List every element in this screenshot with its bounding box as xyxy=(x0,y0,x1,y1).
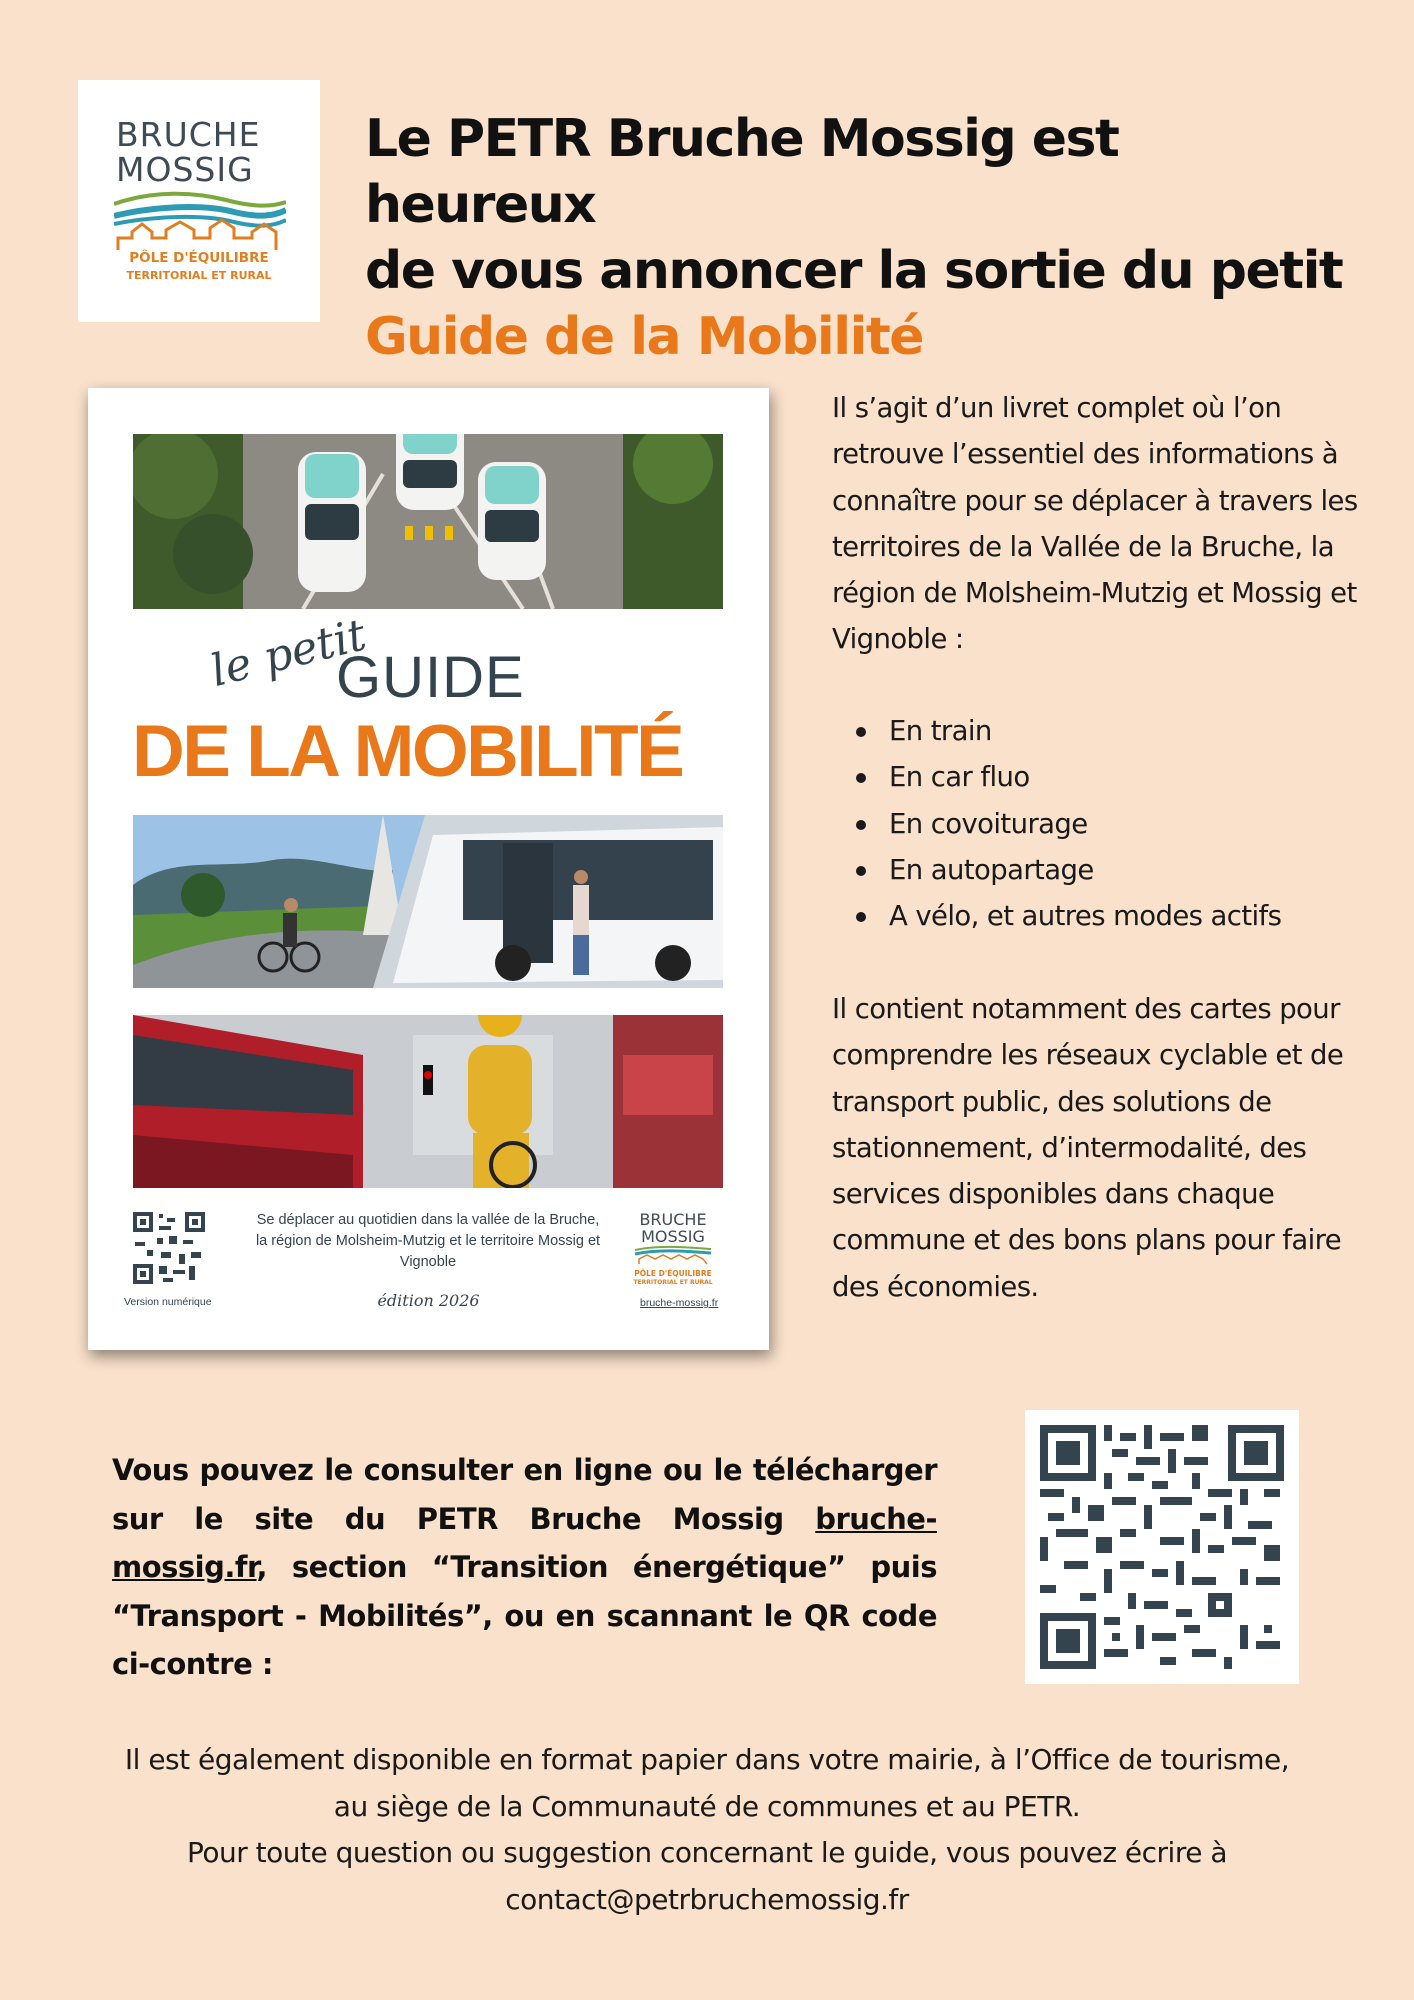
petr-logo xyxy=(78,80,320,322)
list-item: En autopartage xyxy=(832,847,1372,893)
cover-edition: édition 2026 xyxy=(377,1291,480,1310)
website-link[interactable]: bruche-mossig.fr xyxy=(112,1501,937,1584)
logo-landscape-icon xyxy=(114,188,286,258)
cover-logo-landscape-icon xyxy=(633,1245,713,1265)
logo-subtitle-2: TERRITORIAL ET RURAL xyxy=(126,269,272,282)
online-text-part-1: Vous pouvez le consulter en ligne ou le télécharger sur le site du PETR Bruche Mossig xyxy=(112,1453,937,1536)
cover-logo-sub-2: TERRITORIAL ET RURAL xyxy=(633,1279,713,1286)
contact-email[interactable]: contact@petrbruchemossig.fr xyxy=(505,1882,909,1916)
headline-guide-title: Guide de la Mobilité xyxy=(365,307,924,367)
footer-line-2: au siège de la Communauté de communes et au PETR. xyxy=(333,1789,1081,1823)
list-item: En train xyxy=(832,708,1372,754)
cover-description: Se déplacer au quotidien dans la vallée de la Bruche, la région de Molsheim-Mutzig et le territoire Mossig et Vignoble xyxy=(255,1212,601,1270)
cover-title-guide: GUIDE xyxy=(336,645,525,710)
list-item: En covoiturage xyxy=(832,801,1372,847)
mobility-modes-list xyxy=(832,708,1372,939)
guide-cover-image xyxy=(88,388,769,1350)
cover-qr-code xyxy=(133,1212,205,1284)
cover-title-main: DE LA MOBILITÉ xyxy=(132,711,683,792)
headline xyxy=(365,106,1365,370)
parking-cars-photo xyxy=(133,434,723,609)
cover-version-label: Version numérique xyxy=(124,1296,212,1308)
list-item: En car fluo xyxy=(832,754,1372,800)
qr-code[interactable] xyxy=(1025,1410,1299,1684)
footer-line-3: Pour toute question ou suggestion concernant le guide, vous pouvez écrire à xyxy=(186,1836,1228,1869)
intro-paragraph: Il s’agit d’un livret complet où l’on retrouve l’essentiel des informations à connaître pour se déplacer à travers les territoires de la Vallée de la Bruche, la région de Molsheim-Mutzig et Mossig et Vignoble : xyxy=(832,392,1358,656)
train-station-photo xyxy=(133,1015,723,1188)
cover-title-le-petit: le petit xyxy=(205,609,372,697)
headline-line-1: Le PETR Bruche Mossig est heureux xyxy=(365,109,1119,235)
cover-logo-sub-1: PÔLE D'ÉQUILIBRE xyxy=(634,1269,712,1278)
cover-mini-logo xyxy=(633,1211,713,1287)
cover-site-link: bruche-mossig.fr xyxy=(640,1297,719,1309)
logo-subtitle-1: PÔLE D'ÉQUILIBRE xyxy=(129,250,269,266)
online-access-paragraph xyxy=(112,1446,937,1689)
online-text-part-2: , section “Transition énergétique” puis “Transport - Mobilités”, ou en scannant le QR code ci-contre : xyxy=(112,1550,937,1681)
cover-logo-line-1: BRUCHE xyxy=(639,1210,707,1229)
footer-line-1: Il est également disponible en format papier dans votre mairie, à l’Office de tourisme, xyxy=(124,1743,1290,1776)
content-paragraph: Il contient notamment des cartes pour comprendre les réseaux cyclable et de transport public, des solutions de stationnement, d’intermodalité, des services disponibles dans chaque commune et des bons plans pour faire des économies. xyxy=(832,993,1344,1303)
footer-info xyxy=(60,1737,1354,1923)
logo-line-mossig: MOSSIG xyxy=(116,150,254,189)
qr-code-pattern xyxy=(1040,1425,1284,1669)
cover-logo-line-2: MOSSIG xyxy=(641,1227,705,1246)
logo-line-bruche: BRUCHE xyxy=(116,115,261,154)
headline-line-2: de vous annoncer la sortie du petit xyxy=(365,241,1343,301)
cyclist-and-bus-photo xyxy=(133,815,723,988)
list-item: A vélo, et autres modes actifs xyxy=(832,893,1372,939)
